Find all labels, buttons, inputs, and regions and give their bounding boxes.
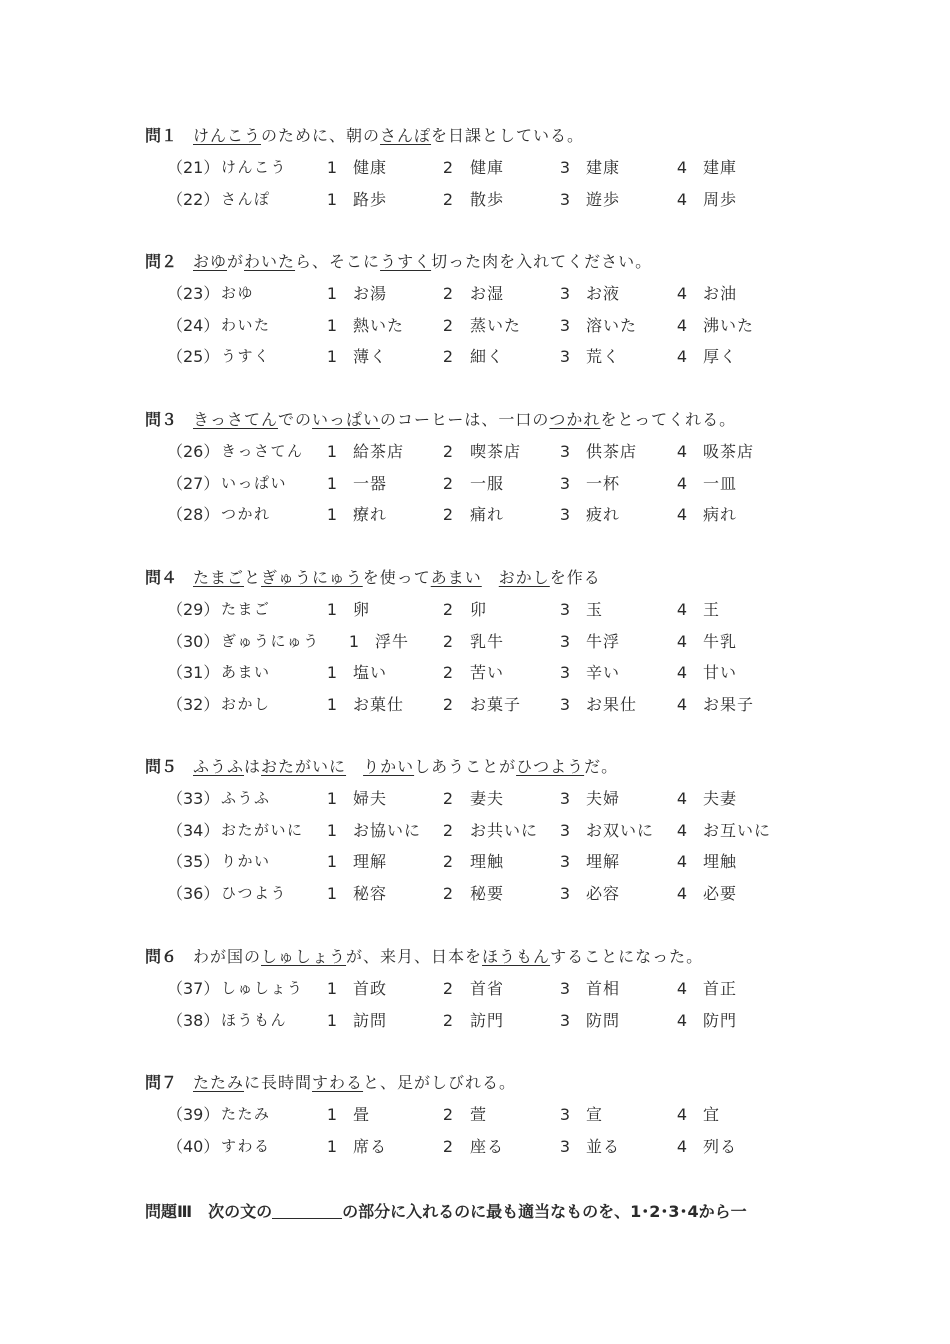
option-text[interactable]: 萱 (470, 1105, 488, 1124)
option-number: 3 (559, 820, 571, 840)
option-text[interactable]: お協いに (353, 820, 422, 840)
option-number: 2 (442, 631, 454, 651)
question-section (145, 404, 845, 531)
option-number: 4 (676, 663, 688, 683)
option-number: 4 (676, 158, 688, 177)
underlined-word: りかい (363, 757, 415, 776)
question-label: 問２ (145, 252, 178, 271)
question-section (145, 1067, 845, 1162)
option-number: 3 (559, 663, 571, 683)
option-text[interactable]: 首正 (703, 979, 738, 998)
option-text[interactable]: 苦い (470, 663, 505, 683)
option-number: 1 (326, 505, 338, 525)
item-reading: おかし (221, 694, 271, 713)
option-text[interactable]: 畳 (353, 1105, 371, 1124)
question-label: 問３ (145, 410, 178, 429)
option-number: 3 (559, 1010, 571, 1030)
question-sentence (145, 1067, 845, 1099)
option-number: 3 (559, 979, 571, 998)
option-text[interactable]: 必要 (703, 883, 738, 903)
question-sentence (145, 404, 845, 436)
option-number: 4 (676, 473, 688, 493)
answer-row (145, 878, 845, 910)
option-number: 4 (676, 189, 688, 209)
item-number: （26） (167, 442, 220, 461)
underlined-word: ひつよう (516, 757, 585, 776)
option-number: 1 (326, 284, 338, 303)
underlined-word: おかし (498, 568, 550, 587)
item-reading: きっさてん (221, 442, 304, 460)
option-number: 1 (326, 789, 338, 808)
option-number: 2 (442, 473, 454, 493)
option-number: 2 (442, 1136, 454, 1156)
sentence-text (482, 568, 499, 587)
option-text[interactable]: 散歩 (470, 189, 505, 209)
option-text[interactable]: お双いに (586, 820, 655, 840)
underlined-word: つかれ (549, 410, 601, 429)
option-text[interactable]: お果子 (703, 694, 755, 714)
option-number: 2 (442, 1105, 454, 1124)
sentence-text: が、来月、日本を (346, 947, 483, 966)
option-number: 4 (676, 979, 688, 998)
option-text[interactable]: 浮牛 (375, 631, 410, 651)
option-text[interactable]: 秘要 (470, 883, 505, 903)
option-number: 3 (559, 600, 571, 619)
question-label: 問１ (145, 126, 178, 145)
option-text[interactable]: 乳牛 (470, 631, 505, 651)
option-number: 2 (442, 694, 454, 714)
option-number: 4 (676, 820, 688, 840)
answer-row (145, 846, 845, 878)
option-text[interactable]: 宜 (703, 1105, 721, 1124)
option-text[interactable]: 辛い (586, 663, 621, 683)
item-reading: りかい (221, 852, 271, 871)
item-number: （27） (167, 473, 220, 493)
option-text[interactable]: 一杯 (586, 473, 621, 493)
option-text[interactable]: 席る (353, 1136, 388, 1156)
option-number: 3 (559, 473, 571, 493)
option-text[interactable]: 塩い (353, 663, 388, 683)
option-text[interactable]: お果仕 (586, 694, 638, 714)
underlined-word: いっぱい (312, 410, 381, 429)
item-number: （25） (167, 347, 220, 367)
answer-row (145, 657, 845, 689)
question-label: 問４ (145, 568, 178, 587)
option-text[interactable]: 給茶店 (353, 442, 405, 461)
option-number: 3 (559, 315, 571, 335)
option-text[interactable]: 埋触 (703, 852, 738, 872)
option-text[interactable]: お互いに (703, 820, 772, 840)
item-number: （40） (167, 1136, 220, 1156)
option-text[interactable]: お菓仕 (353, 694, 405, 714)
item-number: （31） (167, 663, 220, 683)
option-text[interactable]: 周歩 (703, 189, 738, 209)
option-number: 1 (326, 1105, 338, 1124)
item-number: （23） (167, 284, 220, 303)
option-text[interactable]: 一器 (353, 473, 388, 493)
answer-row (145, 468, 845, 500)
option-text[interactable]: 喫茶店 (470, 442, 522, 461)
question-section (145, 246, 845, 373)
option-text[interactable]: 理触 (470, 852, 505, 872)
option-text[interactable]: 荒く (586, 347, 621, 367)
underlined-word: たまご (193, 568, 245, 587)
sentence-text: のコーヒーは、一口の (380, 410, 550, 429)
question-label: 問７ (145, 1073, 178, 1092)
option-number: 3 (559, 189, 571, 209)
option-text[interactable]: 宣 (586, 1105, 604, 1124)
sentence-text: と (244, 568, 262, 587)
option-text[interactable]: 細く (470, 347, 505, 367)
question-sentence (145, 562, 845, 594)
footer-text-before: 問題Ⅲ 次の文の (145, 1202, 273, 1221)
item-number: （29） (167, 600, 220, 619)
item-reading: けんこう (221, 158, 288, 176)
option-text[interactable]: 埋解 (586, 852, 621, 872)
underlined-word: たたみ (193, 1073, 245, 1092)
option-text[interactable]: 訪問 (353, 1010, 388, 1030)
option-text[interactable]: 一服 (470, 473, 505, 493)
option-text[interactable]: 玉 (586, 600, 604, 619)
answer-row (145, 278, 845, 310)
underlined-word: おゆ (193, 252, 228, 271)
item-number: （35） (167, 852, 220, 872)
item-reading: たまご (221, 600, 271, 618)
question-section (145, 751, 845, 909)
option-text[interactable]: 痛れ (470, 505, 505, 525)
option-text[interactable]: 蒸いた (470, 315, 522, 335)
option-number: 1 (326, 442, 338, 461)
question-section (145, 120, 845, 215)
sentence-text: と、足がしびれる。 (363, 1073, 517, 1092)
option-text[interactable]: 首政 (353, 979, 388, 998)
option-text[interactable]: 首省 (470, 979, 505, 998)
option-text[interactable]: お共いに (470, 820, 539, 840)
item-number: （33） (167, 789, 220, 808)
answer-row (145, 1005, 845, 1037)
option-number: 3 (559, 442, 571, 461)
sentence-text: を日課としている。 (431, 126, 585, 145)
answer-row (145, 499, 845, 531)
option-text[interactable]: 沸いた (703, 315, 755, 335)
option-number: 3 (559, 694, 571, 714)
question-sentence (145, 246, 845, 278)
item-reading: ひつよう (221, 883, 288, 902)
item-number: （34） (167, 820, 220, 840)
item-reading: あまい (221, 663, 271, 682)
option-text[interactable]: 牛乳 (703, 631, 738, 651)
answer-row (145, 341, 845, 373)
answer-row (145, 152, 845, 184)
option-number: 1 (326, 158, 338, 177)
option-number: 1 (326, 1136, 338, 1156)
option-text[interactable]: 首相 (586, 979, 621, 998)
sentence-text (346, 757, 363, 776)
underlined-word: おたがいに (261, 757, 347, 776)
item-reading: わいた (221, 315, 271, 334)
option-number: 4 (676, 631, 688, 651)
option-number: 2 (442, 600, 454, 619)
answer-row (145, 783, 845, 815)
option-text[interactable]: 卯 (470, 600, 488, 619)
option-number: 1 (326, 315, 338, 335)
option-text[interactable]: 熱いた (353, 315, 405, 335)
option-number: 4 (676, 789, 688, 808)
item-reading: つかれ (221, 505, 271, 524)
option-number: 1 (326, 189, 338, 209)
answer-row (145, 973, 845, 1005)
option-text[interactable]: 薄く (353, 347, 388, 367)
item-number: （37） (167, 979, 220, 998)
answer-row (145, 1099, 845, 1131)
sentence-text: での (278, 410, 313, 429)
option-text[interactable]: 防問 (586, 1010, 621, 1030)
option-number: 2 (442, 505, 454, 525)
option-text[interactable]: 溶いた (586, 315, 638, 335)
option-number: 2 (442, 663, 454, 683)
item-reading: ほうもん (221, 1010, 288, 1029)
answer-row (145, 594, 845, 626)
option-number: 3 (559, 789, 571, 808)
option-number: 1 (326, 473, 338, 493)
item-reading: たたみ (221, 1105, 271, 1123)
sentence-text: のために、朝の (261, 126, 381, 145)
question-section (145, 562, 845, 720)
option-number: 3 (559, 883, 571, 903)
option-number: 1 (326, 663, 338, 683)
option-number: 2 (442, 347, 454, 367)
answer-row (145, 689, 845, 721)
sentence-text: ら、そこに (295, 252, 381, 271)
option-number: 1 (326, 979, 338, 998)
option-text[interactable]: 訪門 (470, 1010, 505, 1030)
sentence-text: 切った肉を入れてください。 (431, 252, 653, 271)
option-number: 4 (676, 1136, 688, 1156)
option-text[interactable]: 婦夫 (353, 789, 388, 808)
sentence-text: が (227, 252, 245, 271)
underlined-word: ふうふ (193, 757, 245, 776)
option-text[interactable]: 疲れ (586, 505, 621, 525)
underlined-word: けんこう (193, 126, 262, 145)
option-text[interactable]: 健庫 (470, 158, 505, 177)
option-text[interactable]: 建庫 (703, 158, 738, 177)
sentence-text: は (244, 757, 262, 776)
option-text[interactable]: お菓子 (470, 694, 522, 714)
option-number: 2 (442, 979, 454, 998)
option-text[interactable]: 防門 (703, 1010, 738, 1030)
option-text[interactable]: お液 (586, 284, 621, 303)
underlined-word: うすく (380, 252, 432, 271)
question-sentence (145, 751, 845, 783)
option-text[interactable]: 病れ (703, 505, 738, 525)
item-number: （30） (167, 631, 220, 651)
option-number: 1 (326, 852, 338, 872)
option-number: 4 (676, 1010, 688, 1030)
option-number: 2 (442, 789, 454, 808)
option-text[interactable]: お湿 (470, 284, 505, 303)
option-number: 4 (676, 284, 688, 303)
option-number: 4 (676, 315, 688, 335)
underlined-word: しゅしょう (261, 947, 347, 966)
option-text[interactable]: 遊歩 (586, 189, 621, 209)
sentence-text: に長時間 (244, 1073, 313, 1092)
item-number: （22） (167, 189, 220, 209)
answer-row (145, 626, 845, 658)
blank-underline (272, 1198, 342, 1219)
question-label: 問６ (145, 947, 178, 966)
item-reading: いっぱい (221, 473, 288, 492)
item-reading: おゆ (221, 284, 255, 302)
answer-row (145, 184, 845, 216)
option-number: 4 (676, 505, 688, 525)
option-text[interactable]: 卵 (353, 600, 371, 619)
option-number: 3 (559, 631, 571, 651)
option-text[interactable]: 夫妻 (703, 789, 738, 808)
option-text[interactable]: 健康 (353, 158, 388, 177)
option-number: 1 (326, 347, 338, 367)
option-text[interactable]: お湯 (353, 284, 388, 303)
option-number: 2 (442, 1010, 454, 1030)
answer-row (145, 310, 845, 342)
option-number: 4 (676, 694, 688, 714)
option-number: 3 (559, 1136, 571, 1156)
sentence-text: わが国の (193, 947, 262, 966)
option-number: 3 (559, 158, 571, 177)
underlined-word: きっさてん (193, 410, 279, 429)
answer-row (145, 436, 845, 468)
option-number: 1 (326, 1010, 338, 1030)
item-reading: ぎゅうにゅう (221, 631, 320, 650)
option-text[interactable]: 王 (703, 600, 721, 619)
option-text[interactable]: 甘い (703, 663, 738, 683)
underlined-word: すわる (312, 1073, 364, 1092)
option-number: 4 (676, 347, 688, 367)
option-number: 2 (442, 158, 454, 177)
option-number: 4 (676, 852, 688, 872)
underlined-word: ほうもん (482, 947, 551, 966)
option-text[interactable]: 路歩 (353, 189, 388, 209)
sentence-text: することになった。 (550, 947, 704, 966)
option-text[interactable]: 吸茶店 (703, 442, 755, 461)
option-number: 2 (442, 820, 454, 840)
footer-text-after: の部分に入れるのに最も適当なものを、1･2･3･4から一 (342, 1202, 747, 1221)
item-reading: しゅしょう (221, 979, 304, 997)
item-reading: うすく (221, 347, 271, 366)
answer-row (145, 1131, 845, 1163)
option-number: 2 (442, 883, 454, 903)
option-number: 2 (442, 852, 454, 872)
item-reading: さんぽ (221, 189, 271, 208)
answer-row (145, 815, 845, 847)
sentence-text: を作る (549, 568, 601, 587)
option-text[interactable]: 一皿 (703, 473, 738, 493)
option-number: 1 (326, 820, 338, 840)
option-text[interactable]: 厚く (703, 347, 738, 367)
sentence-text: しあうことが (414, 757, 517, 776)
option-number: 3 (559, 1105, 571, 1124)
option-number: 2 (442, 442, 454, 461)
option-number: 3 (559, 347, 571, 367)
underlined-word: あまい (430, 568, 482, 587)
option-text[interactable]: 妻夫 (470, 789, 505, 808)
option-number: 2 (442, 284, 454, 303)
option-number: 3 (559, 505, 571, 525)
question-section (145, 941, 845, 1036)
option-number: 4 (676, 600, 688, 619)
item-number: （38） (167, 1010, 220, 1030)
option-number: 1 (326, 694, 338, 714)
sentence-text: をとってくれる。 (600, 410, 737, 429)
sentence-text: だ。 (584, 757, 619, 776)
option-number: 1 (348, 631, 360, 651)
option-number: 4 (676, 1105, 688, 1124)
item-number: （21） (167, 158, 220, 177)
item-reading: すわる (221, 1136, 271, 1155)
option-number: 3 (559, 852, 571, 872)
item-number: （39） (167, 1105, 220, 1124)
item-reading: ふうふ (221, 789, 271, 807)
sentence-text: を使って (362, 568, 431, 587)
option-text[interactable]: お油 (703, 284, 738, 303)
option-text[interactable]: 秘容 (353, 883, 388, 903)
option-text[interactable]: 列る (703, 1136, 738, 1156)
underlined-word: さんぽ (380, 126, 432, 145)
option-number: 1 (326, 883, 338, 903)
underlined-word: ぎゅうにゅう (261, 568, 363, 587)
option-number: 4 (676, 883, 688, 903)
item-reading: おたがいに (221, 820, 304, 839)
question-label: 問５ (145, 757, 178, 776)
question-sentence (145, 120, 845, 152)
option-text[interactable]: 必容 (586, 883, 621, 903)
option-text[interactable]: 供茶店 (586, 442, 638, 461)
option-text[interactable]: 牛浮 (586, 631, 621, 651)
option-text[interactable]: 座る (470, 1136, 505, 1156)
option-number: 3 (559, 284, 571, 303)
item-number: （32） (167, 694, 220, 714)
instruction-footer (145, 1196, 747, 1228)
option-number: 1 (326, 600, 338, 619)
underlined-word: わいた (244, 252, 296, 271)
question-sentence (145, 941, 845, 973)
item-number: （24） (167, 315, 220, 335)
item-number: （36） (167, 883, 220, 903)
option-text[interactable]: 建康 (586, 158, 621, 177)
item-number: （28） (167, 505, 220, 525)
option-text[interactable]: 夫婦 (586, 789, 621, 808)
option-number: 2 (442, 189, 454, 209)
option-number: 2 (442, 315, 454, 335)
option-text[interactable]: 療れ (353, 505, 388, 525)
option-text[interactable]: 理解 (353, 852, 388, 872)
option-text[interactable]: 並る (586, 1136, 621, 1156)
option-number: 4 (676, 442, 688, 461)
